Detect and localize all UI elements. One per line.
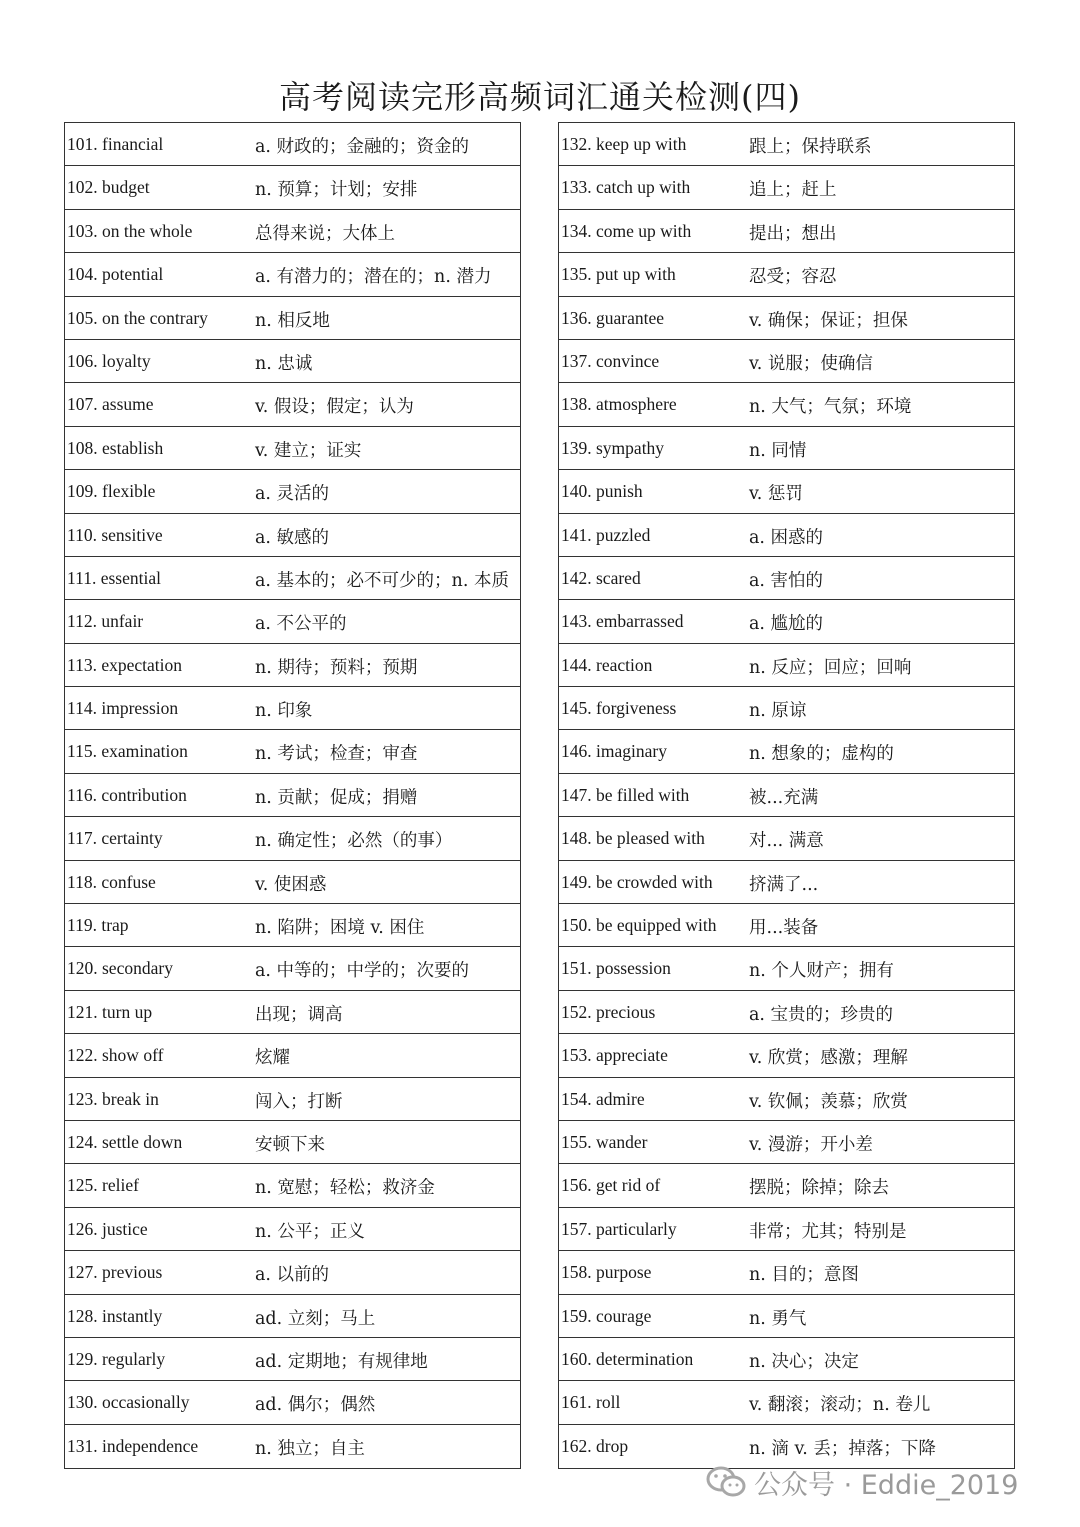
vocab-word: 105. on the contrary	[67, 307, 208, 328]
vocab-word: 102. budget	[67, 177, 150, 198]
vocab-definition: a. 财政的；金融的；资金的	[255, 137, 470, 157]
vocab-row	[559, 1338, 1014, 1381]
vocab-row	[559, 557, 1014, 600]
watermark-text: 公众号 · Eddie_2019	[754, 1469, 1019, 1501]
vocab-word: 115. examination	[67, 741, 188, 762]
vocab-definition: 用...装备	[749, 918, 819, 939]
vocab-definition: n. 确定性；必然（的事）	[255, 831, 453, 852]
vocab-word: 156. get rid of	[561, 1175, 661, 1196]
vocab-row	[65, 644, 520, 687]
vocab-definition: ad. 定期地；有规律地	[255, 1351, 428, 1372]
vocab-row	[65, 427, 520, 470]
vocab-definition: v. 说服；使确信	[749, 353, 873, 374]
vocab-row	[559, 297, 1014, 340]
vocab-definition: 被...充满	[749, 787, 819, 808]
vocab-row	[65, 470, 520, 513]
vocab-word: 129. regularly	[67, 1348, 166, 1369]
vocab-word: 123. break in	[67, 1088, 159, 1109]
vocab-word: 128. instantly	[67, 1305, 163, 1326]
vocab-definition: ad. 立刻；马上	[255, 1308, 376, 1329]
vocab-definition: n. 忠诚	[255, 353, 313, 374]
vocab-definition: 忍受；容忍	[749, 267, 837, 288]
vocab-definition: 闯入；打断	[255, 1091, 343, 1112]
vocab-word: 153. appreciate	[561, 1045, 668, 1066]
vocab-row	[65, 1338, 520, 1381]
vocab-definition: n. 滴 v. 丢；掉落；下降	[749, 1438, 936, 1459]
vocab-row	[65, 774, 520, 817]
vocab-row	[559, 687, 1014, 730]
vocab-definition: a. 以前的	[255, 1265, 330, 1286]
watermark	[706, 1462, 1018, 1502]
vocab-row	[65, 340, 520, 383]
vocab-row	[65, 991, 520, 1034]
vocab-word: 155. wander	[561, 1131, 648, 1152]
vocab-word: 139. sympathy	[561, 437, 665, 458]
vocab-word: 120. secondary	[67, 958, 173, 979]
vocab-definition: n. 原谅	[749, 701, 807, 722]
vocab-definition: 炫耀	[255, 1048, 290, 1069]
vocab-word: 130. occasionally	[67, 1392, 190, 1413]
vocab-definition: v. 确保；保证；担保	[749, 310, 908, 331]
vocab-definition: ad. 偶尔；偶然	[255, 1395, 376, 1416]
vocab-word: 148. be pleased with	[561, 828, 705, 849]
vocab-definition: a. 害怕的	[749, 570, 824, 591]
vocab-word: 138. atmosphere	[561, 394, 677, 415]
vocab-word: 157. particularly	[561, 1218, 677, 1239]
vocab-definition: v. 使困惑	[255, 874, 327, 895]
vocab-definition: n. 宽慰；轻松；救济金	[255, 1178, 435, 1199]
vocab-row	[65, 1164, 520, 1207]
vocab-row	[559, 427, 1014, 470]
vocab-row	[65, 1295, 520, 1338]
vocab-definition: 安顿下来	[255, 1134, 325, 1155]
vocab-row	[65, 947, 520, 990]
vocab-row	[559, 253, 1014, 296]
vocab-word: 154. admire	[561, 1088, 645, 1109]
vocab-word: 119. trap	[67, 915, 129, 936]
vocab-word: 103. on the whole	[67, 220, 193, 241]
vocab-word: 104. potential	[67, 264, 164, 285]
vocab-word: 107. assume	[67, 394, 154, 415]
vocab-row	[65, 557, 520, 600]
vocab-word: 134. come up with	[561, 220, 692, 241]
vocab-row	[65, 600, 520, 643]
vocab-definition: v. 钦佩；羡慕；欣赏	[749, 1091, 908, 1112]
vocab-row	[559, 166, 1014, 209]
vocab-definition: v. 惩罚	[749, 484, 803, 505]
vocab-row	[65, 383, 520, 426]
vocab-row	[65, 1381, 520, 1424]
vocab-definition: n. 大气；气氛；环境	[749, 397, 912, 418]
vocab-word: 122. show off	[67, 1045, 164, 1066]
vocab-definition: n. 同情	[749, 440, 807, 461]
vocab-row	[559, 817, 1014, 860]
vocab-word: 116. contribution	[67, 784, 187, 805]
vocab-row	[559, 1381, 1014, 1424]
vocab-word: 162. drop	[561, 1435, 629, 1456]
vocab-definition: v. 欣赏；感激；理解	[749, 1048, 908, 1069]
vocab-word: 147. be filled with	[561, 784, 690, 805]
vocab-definition: n. 陷阱；困境 v. 困住	[255, 918, 425, 939]
vocab-row	[559, 904, 1014, 947]
vocab-row	[559, 774, 1014, 817]
vocab-definition: n. 公平；正义	[255, 1221, 365, 1242]
vocab-word: 114. impression	[67, 698, 179, 719]
vocab-row	[65, 123, 520, 166]
vocab-word: 111. essential	[67, 567, 161, 588]
vocab-definition: 对... 满意	[749, 831, 824, 852]
vocab-row	[65, 1121, 520, 1164]
vocab-definition: a. 不公平的	[255, 614, 347, 635]
vocab-definition: v. 假设；假定；认为	[255, 397, 414, 418]
vocab-row	[559, 1208, 1014, 1251]
vocab-row	[559, 1295, 1014, 1338]
vocab-definition: a. 困惑的	[749, 527, 824, 548]
vocab-row	[65, 904, 520, 947]
vocab-row	[559, 514, 1014, 557]
vocab-row	[559, 340, 1014, 383]
vocab-word: 158. purpose	[561, 1262, 652, 1283]
vocab-word: 137. convince	[561, 350, 660, 371]
vocab-row	[65, 297, 520, 340]
vocab-definition: 挤满了...	[749, 874, 819, 895]
vocab-definition: a. 灵活的	[255, 484, 330, 505]
vocab-definition: a. 尴尬的	[749, 614, 824, 635]
vocab-definition: n. 独立；自主	[255, 1438, 365, 1459]
vocab-word: 152. precious	[561, 1001, 656, 1022]
vocab-word: 150. be equipped with	[561, 915, 717, 936]
vocab-row	[65, 1078, 520, 1121]
vocab-word: 133. catch up with	[561, 177, 691, 198]
vocab-word: 132. keep up with	[561, 134, 687, 154]
vocab-definition: v. 漫游；开小差	[749, 1134, 873, 1155]
vocab-row	[559, 123, 1014, 166]
vocab-definition: n. 勇气	[749, 1308, 807, 1329]
vocab-word: 126. justice	[67, 1218, 148, 1239]
vocab-word: 108. establish	[67, 437, 164, 458]
vocab-row	[559, 1034, 1014, 1077]
vocab-row	[65, 730, 520, 773]
vocab-row	[559, 644, 1014, 687]
vocab-word: 117. certainty	[67, 828, 163, 849]
vocab-word: 146. imaginary	[561, 741, 667, 762]
wechat-icon	[706, 1465, 746, 1499]
vocab-word: 160. determination	[561, 1348, 694, 1369]
vocab-definition: 追上；赶上	[749, 180, 837, 201]
vocab-row	[559, 1164, 1014, 1207]
vocab-word: 131. independence	[67, 1435, 199, 1456]
vocab-definition: a. 有潜力的；潜在的；n. 潜力	[255, 267, 492, 288]
vocab-row	[65, 1251, 520, 1294]
vocab-row	[65, 514, 520, 557]
vocab-word: 113. expectation	[67, 654, 183, 675]
vocab-row	[65, 210, 520, 253]
vocab-word: 118. confuse	[67, 871, 156, 892]
vocab-row	[65, 1034, 520, 1077]
vocab-word: 106. loyalty	[67, 350, 151, 371]
vocab-row	[65, 253, 520, 296]
vocab-row	[559, 383, 1014, 426]
vocab-definition: a. 宝贵的；珍贵的	[749, 1004, 894, 1025]
vocab-row	[559, 470, 1014, 513]
vocab-definition: n. 决心；决定	[749, 1351, 859, 1372]
vocab-word: 110. sensitive	[67, 524, 163, 545]
vocab-definition: a. 敏感的	[255, 527, 330, 548]
vocab-definition: n. 个人财产；拥有	[749, 961, 894, 982]
vocab-row	[559, 1078, 1014, 1121]
vocab-row	[65, 166, 520, 209]
vocab-definition: 总得来说；大体上	[255, 223, 395, 244]
vocab-definition: n. 贡献；促成；捐赠	[255, 787, 418, 808]
vocab-definition: v. 翻滚；滚动；n. 卷儿	[749, 1395, 931, 1416]
vocab-definition: a. 中等的；中学的；次要的	[255, 961, 470, 982]
vocab-row	[559, 1121, 1014, 1164]
vocab-word: 141. puzzled	[561, 524, 651, 545]
vocab-word: 124. settle down	[67, 1131, 183, 1152]
vocab-definition: v. 建立；证实	[255, 440, 362, 461]
vocab-definition: 出现；调高	[255, 1004, 343, 1025]
vocab-row	[559, 730, 1014, 773]
vocab-word: 101. financial	[67, 134, 164, 154]
vocab-word: 151. possession	[561, 958, 671, 979]
vocab-word: 125. relief	[67, 1175, 139, 1196]
vocab-word: 121. turn up	[67, 1001, 153, 1022]
vocab-word: 161. roll	[561, 1392, 621, 1413]
page-title: 高考阅读完形高频词汇通关检测(四)	[279, 78, 801, 116]
vocab-word: 140. punish	[561, 481, 643, 502]
vocab-row	[65, 861, 520, 904]
vocab-definition: 摆脱；除掉；除去	[749, 1178, 889, 1199]
vocab-word: 145. forgiveness	[561, 698, 677, 719]
vocab-table-right	[558, 122, 1015, 1469]
vocab-definition: n. 反应；回应；回响	[749, 657, 912, 678]
vocab-row	[559, 991, 1014, 1034]
vocab-definition: n. 目的；意图	[749, 1265, 859, 1286]
vocab-definition: n. 考试；检查；审查	[255, 744, 418, 765]
vocab-definition: n. 预算；计划；安排	[255, 180, 418, 201]
vocab-word: 144. reaction	[561, 654, 653, 675]
vocab-word: 143. embarrassed	[561, 611, 684, 632]
vocab-word: 109. flexible	[67, 481, 156, 502]
vocab-row	[559, 861, 1014, 904]
vocab-definition: n. 期待；预料；预期	[255, 657, 418, 678]
vocab-definition: a. 基本的；必不可少的；n. 本质	[255, 570, 509, 591]
vocab-definition: 非常；尤其；特别是	[749, 1221, 907, 1242]
vocab-row	[559, 210, 1014, 253]
vocab-word: 149. be crowded with	[561, 871, 713, 892]
vocab-row	[559, 600, 1014, 643]
vocab-word: 142. scared	[561, 567, 641, 588]
vocab-word: 127. previous	[67, 1262, 163, 1283]
vocab-row	[65, 1208, 520, 1251]
vocab-definition: n. 印象	[255, 701, 313, 722]
vocab-definition: n. 想象的；虚构的	[749, 744, 894, 765]
vocab-word: 135. put up with	[561, 264, 676, 285]
vocab-definition: n. 相反地	[255, 310, 330, 331]
vocab-row	[559, 947, 1014, 990]
vocab-row	[559, 1251, 1014, 1294]
vocab-word: 136. guarantee	[561, 307, 665, 328]
vocab-definition: 提出；想出	[749, 223, 837, 244]
vocab-row	[65, 687, 520, 730]
vocab-word: 112. unfair	[67, 611, 144, 632]
vocab-row	[65, 817, 520, 860]
vocab-table-left	[64, 122, 521, 1469]
vocab-definition: 跟上；保持联系	[749, 137, 872, 157]
vocab-row	[65, 1425, 520, 1468]
vocab-word: 159. courage	[561, 1305, 652, 1326]
